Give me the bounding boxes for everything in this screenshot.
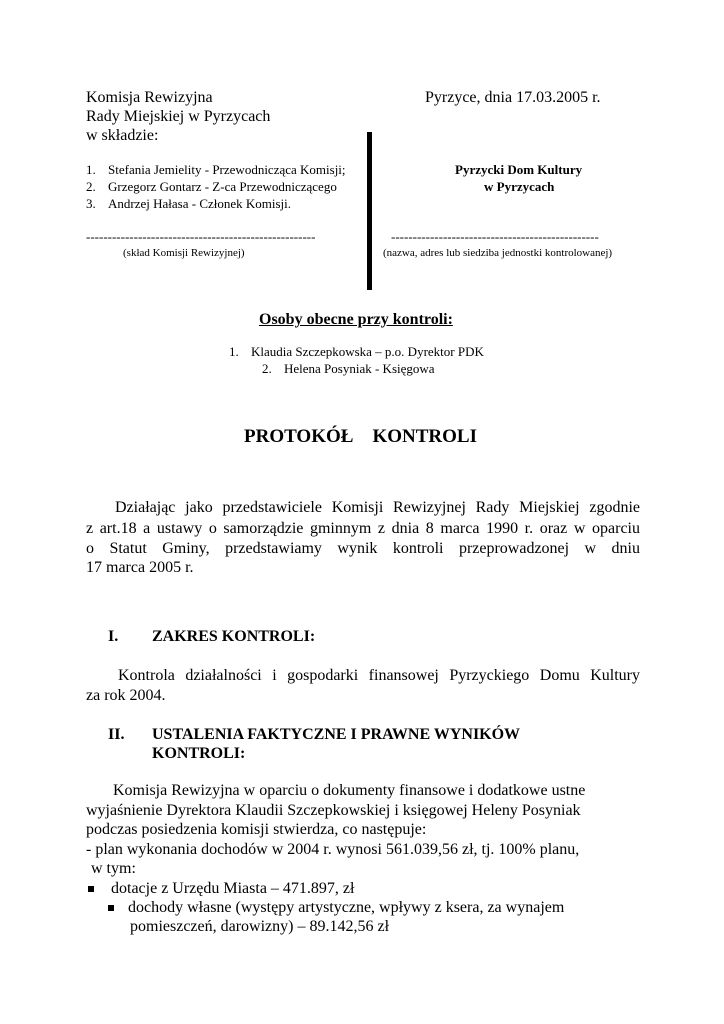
council-name: Rady Miejskiej w Pyrzycach bbox=[86, 108, 271, 125]
intro-line: Działając jako przedstawiciele Komisji Rewizyjnej Rady Miejskiej zgodnie bbox=[115, 499, 640, 516]
member-text: Andrzej Hałasa - Członek Komisji. bbox=[108, 196, 292, 211]
square-bullet-icon bbox=[88, 886, 94, 892]
section-1-number: I. bbox=[108, 628, 119, 645]
section-1-title: ZAKRES KONTROLI: bbox=[152, 628, 316, 645]
member-number: 1. bbox=[86, 162, 96, 177]
section-2-line: Komisja Rewizyjna w oparciu o dokumenty finansowe i dodatkowe ustne bbox=[113, 782, 586, 799]
present-text: Klaudia Szczepkowska – p.o. Dyrektor PDK bbox=[251, 344, 484, 359]
section-2-title: USTALENIA FAKTYCZNE I PRAWNE WYNIKÓW bbox=[152, 726, 521, 743]
unit-name: Pyrzycki Dom Kultury bbox=[455, 162, 583, 177]
section-1-line: za rok 2004. bbox=[86, 687, 166, 704]
section-2-line: podczas posiedzenia komisji stwierdza, co następuje: bbox=[86, 821, 427, 838]
present-title: Osoby obecne przy kontroli: bbox=[259, 311, 453, 328]
member-text: Grzegorz Gontarz - Z-ca Przewodniczącego bbox=[108, 179, 337, 194]
section-1-line: Kontrola działalności i gospodarki finansowej Pyrzyckiego Domu Kultury bbox=[118, 667, 640, 684]
right-signature-line: ------------------------------------------------ bbox=[391, 229, 599, 244]
bullet-text: dochody własne (występy artystyczne, wpływy z ksera, za wynajem bbox=[128, 899, 565, 916]
present-item bbox=[262, 361, 435, 377]
unit-place: w Pyrzycach bbox=[484, 179, 555, 194]
left-caption: (skład Komisji Rewizyjnej) bbox=[123, 247, 245, 259]
section-2-line: w tym: bbox=[91, 860, 136, 877]
bullet-item bbox=[108, 898, 564, 918]
right-caption: (nazwa, adres lub siedziba jednostki kontrolowanej) bbox=[383, 247, 613, 259]
bullet-text-cont: pomieszczeń, darowizny) – 89.142,56 zł bbox=[130, 918, 390, 935]
bullet-item bbox=[88, 879, 354, 899]
intro-line: z art.18 a ustawy o samorządzie gminnym z dnia 8 marca 1990 r. oraz w oparciu bbox=[86, 520, 640, 537]
member-item bbox=[86, 196, 291, 212]
square-bullet-icon bbox=[108, 905, 114, 911]
section-2-number: II. bbox=[108, 726, 125, 743]
present-item bbox=[229, 344, 484, 360]
commission-name: Komisja Rewizyjna bbox=[86, 89, 213, 106]
present-number: 1. bbox=[229, 344, 239, 359]
member-number: 2. bbox=[86, 179, 96, 194]
section-2-line: - plan wykonania dochodów w 2004 r. wynosi 561.039,56 zł, tj. 100% planu, bbox=[86, 841, 580, 858]
document-title: PROTOKÓŁ KONTROLI bbox=[244, 426, 477, 447]
member-item bbox=[86, 179, 337, 195]
present-number: 2. bbox=[262, 361, 272, 376]
intro-line: 17 marca 2005 r. bbox=[86, 559, 194, 576]
composition-label: w składzie: bbox=[86, 127, 159, 144]
section-2-line: wyjaśnienie Dyrektora Klaudii Szczepkowskiej i księgowej Heleny Posyniak bbox=[86, 802, 581, 819]
bullet-text: dotacje z Urzędu Miasta – 471.897, zł bbox=[111, 880, 355, 897]
present-text: Helena Posyniak - Księgowa bbox=[284, 361, 435, 376]
intro-line: o Statut Gminy, przedstawiamy wynik kontroli przeprowadzonej w dniu bbox=[86, 540, 640, 557]
member-item bbox=[86, 162, 346, 178]
left-signature-line: ----------------------------------------------------- bbox=[86, 229, 316, 244]
header-divider bbox=[367, 132, 372, 290]
member-number: 3. bbox=[86, 196, 96, 211]
document-date: Pyrzyce, dnia 17.03.2005 r. bbox=[425, 89, 601, 106]
member-text: Stefania Jemielity - Przewodnicząca Komisji; bbox=[108, 162, 346, 177]
section-2-title-cont: KONTROLI: bbox=[152, 745, 246, 762]
